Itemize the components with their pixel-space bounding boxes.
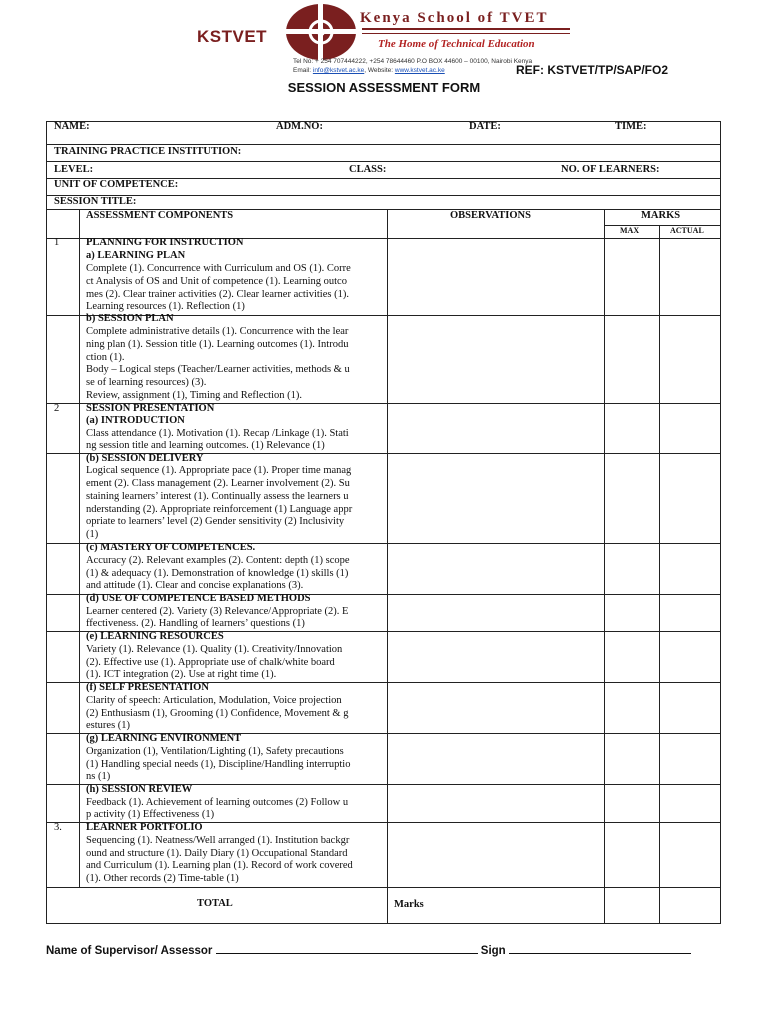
component-criteria: mes (2). Clear trainer activities (2). Clear learner activities (1). [86, 289, 349, 300]
brand-name: KSTVET [197, 27, 268, 46]
school-name: Kenya School of TVET [360, 10, 549, 26]
row-divider [47, 161, 720, 162]
column-divider [604, 209, 605, 923]
component-criteria: Body – Logical steps (Teacher/Learner activities, methods & u [86, 364, 350, 375]
kstvet-logo [285, 3, 357, 61]
component-criteria: ns (1) [86, 771, 111, 782]
website-link[interactable]: www.kstvet.ac.ke [394, 67, 445, 74]
component-criteria: se of learning resources) (3). [86, 377, 207, 388]
unit-field-label: UNIT OF COMPETENCE: [54, 179, 179, 190]
component-heading: PLANNING FOR INSTRUCTION [86, 237, 244, 248]
component-criteria: ement (2). Class management (2). Learner involvement (2). Su [86, 478, 350, 489]
marks-header: MARKS [641, 210, 681, 221]
component-subheading: a) LEARNING PLAN [86, 250, 186, 261]
component-subheading: (e) LEARNING RESOURCES [86, 631, 224, 642]
component-heading: LEARNER PORTFOLIO [86, 822, 203, 833]
component-criteria: Organization (1), Ventilation/Lighting (1), Safety precautions [86, 746, 344, 757]
tagline: The Home of Technical Education [378, 38, 535, 50]
component-criteria: (1). Other records (2) Time-table (1) [86, 873, 239, 884]
component-criteria: (2). Effective use (1). Appropriate use of chalk/white board [86, 657, 335, 668]
header-rule [362, 33, 570, 34]
component-criteria: (1) [86, 529, 99, 540]
component-criteria: Variety (1). Relevance (1). Quality (1). Creativity/Innovation [86, 644, 343, 655]
component-criteria: Sequencing (1). Neatness/Well arranged (1). Institution backgr [86, 835, 350, 846]
row-divider [47, 195, 720, 196]
signature-blank[interactable] [509, 943, 691, 954]
max-header: MAX [620, 226, 640, 235]
component-subheading: (b) SESSION DELIVERY [86, 453, 204, 464]
component-criteria: opriate to learners’ level (2) Gender sensitivity (2) Inclusivity [86, 516, 345, 527]
email-label: Email: [293, 67, 312, 74]
row-divider [47, 144, 720, 145]
date-field-label: DATE: [469, 121, 501, 132]
component-criteria: Learner centered (2). Variety (3) Relevance/Appropriate (2). E [86, 606, 349, 617]
header-rule [362, 28, 570, 30]
class-field-label: CLASS: [349, 164, 387, 175]
row-divider [47, 887, 720, 888]
component-criteria: Class attendance (1). Motivation (1). Recap /Linkage (1). Stati [86, 428, 349, 439]
component-criteria: p activity (1) Effectiveness (1) [86, 809, 215, 820]
section-number: 3. [54, 822, 62, 833]
component-criteria: Clarity of speech: Articulation, Modulation, Voice projection [86, 695, 342, 706]
component-criteria: ffectiveness. (2). Handling of learners’ questions (1) [86, 618, 305, 629]
component-subheading: (a) INTRODUCTION [86, 415, 185, 426]
component-subheading: (g) LEARNING ENVIRONMENT [86, 733, 242, 744]
component-criteria: ng session title and learning outcomes. (1) Relevance (1) [86, 440, 325, 451]
column-divider [79, 209, 80, 887]
component-subheading: (h) SESSION REVIEW [86, 784, 193, 795]
marks-label: Marks [394, 899, 424, 910]
component-criteria: (1). ICT integration (2). Use at right time (1). [86, 669, 277, 680]
contact-line [293, 66, 532, 75]
time-field-label: TIME: [615, 121, 647, 132]
sign-label: Sign [480, 945, 506, 957]
contact-line: Tel No: + 254 707444222, +254 78644460 P.O BOX 44600 – 00100, Nairobi Kenya [293, 58, 533, 65]
component-criteria: (1) & adequacy (1). Demonstration of knowledge (1) skills (1) [86, 568, 349, 579]
component-subheading: (f) SELF PRESENTATION [86, 682, 209, 693]
component-criteria: Complete (1). Concurrence with Curriculum and OS (1). Corre [86, 263, 351, 274]
component-criteria: Logical sequence (1). Appropriate pace (1). Proper time manag [86, 465, 352, 476]
component-criteria: ning plan (1). Session title (1). Learning outcomes (1). Introdu [86, 339, 349, 350]
total-label: TOTAL [197, 898, 233, 909]
email-link[interactable]: info@kstvet.ac.ke [312, 67, 365, 74]
supervisor-name-blank[interactable] [216, 943, 478, 954]
section-number: 2 [54, 403, 60, 414]
component-criteria: staining learners’ interest (1). Continually assess the learners u [86, 491, 349, 502]
observations-header: OBSERVATIONS [450, 210, 531, 221]
component-criteria: Feedback (1). Achievement of learning outcomes (2) Follow u [86, 797, 349, 808]
learners-field-label: NO. OF LEARNERS: [561, 164, 660, 175]
adm-no-field-label: ADM.NO: [276, 121, 323, 132]
component-criteria: and attitude (1). Clear and concise explanations (3). [86, 580, 304, 591]
component-criteria: (1) Handling special needs (1), Discipline/Handling interruptio [86, 759, 351, 770]
reference-code: REF: KSTVET/TP/SAP/FO2 [516, 63, 669, 77]
website-label: , Website: [364, 67, 394, 74]
component-criteria: Complete administrative details (1). Concurrence with the lear [86, 326, 349, 337]
session-title-field-label: SESSION TITLE: [54, 196, 137, 207]
components-header: ASSESSMENT COMPONENTS [86, 210, 234, 221]
form-title: SESSION ASSESSMENT FORM [287, 80, 481, 95]
component-criteria: ct Analysis of OS and Unit of competence (1). Learning outco [86, 276, 347, 287]
component-subheading: b) SESSION PLAN [86, 313, 174, 324]
component-criteria: Review, assignment (1), Timing and Reflection (1). [86, 390, 302, 401]
component-heading: SESSION PRESENTATION [86, 403, 215, 414]
signature-line [46, 943, 691, 957]
contact-info [293, 57, 532, 75]
component-criteria: (2) Enthusiasm (1), Grooming (1) Confidence, Movement & g [86, 708, 349, 719]
component-criteria: and Curriculum (1). Learning plan (1). Record of work covered [86, 860, 353, 871]
component-criteria: Learning resources (1). Reflection (1) [86, 301, 245, 312]
supervisor-label: Name of Supervisor/ Assessor [46, 945, 213, 957]
name-field-label: NAME: [54, 121, 90, 132]
component-criteria: nderstanding (2). Appropriate reinforcement (1) Language appr [86, 504, 353, 515]
level-field-label: LEVEL: [54, 164, 94, 175]
component-subheading: (d) USE OF COMPETENCE BASED METHODS [86, 593, 311, 604]
component-subheading: (c) MASTERY OF COMPETENCES. [86, 542, 256, 553]
column-divider [659, 225, 660, 923]
component-criteria: Accuracy (2). Relevant examples (2). Content: depth (1) scope [86, 555, 350, 566]
assessment-form [46, 121, 721, 924]
column-divider [387, 209, 388, 923]
component-criteria: ction (1). [86, 352, 125, 363]
component-criteria: estures (1) [86, 720, 131, 731]
institution-field-label: TRAINING PRACTICE INSTITUTION: [54, 146, 242, 157]
section-number: 1 [54, 237, 60, 248]
actual-header: ACTUAL [670, 226, 704, 235]
component-criteria: ound and structure (1). Daily Diary (1) Occupational Standard [86, 848, 348, 859]
